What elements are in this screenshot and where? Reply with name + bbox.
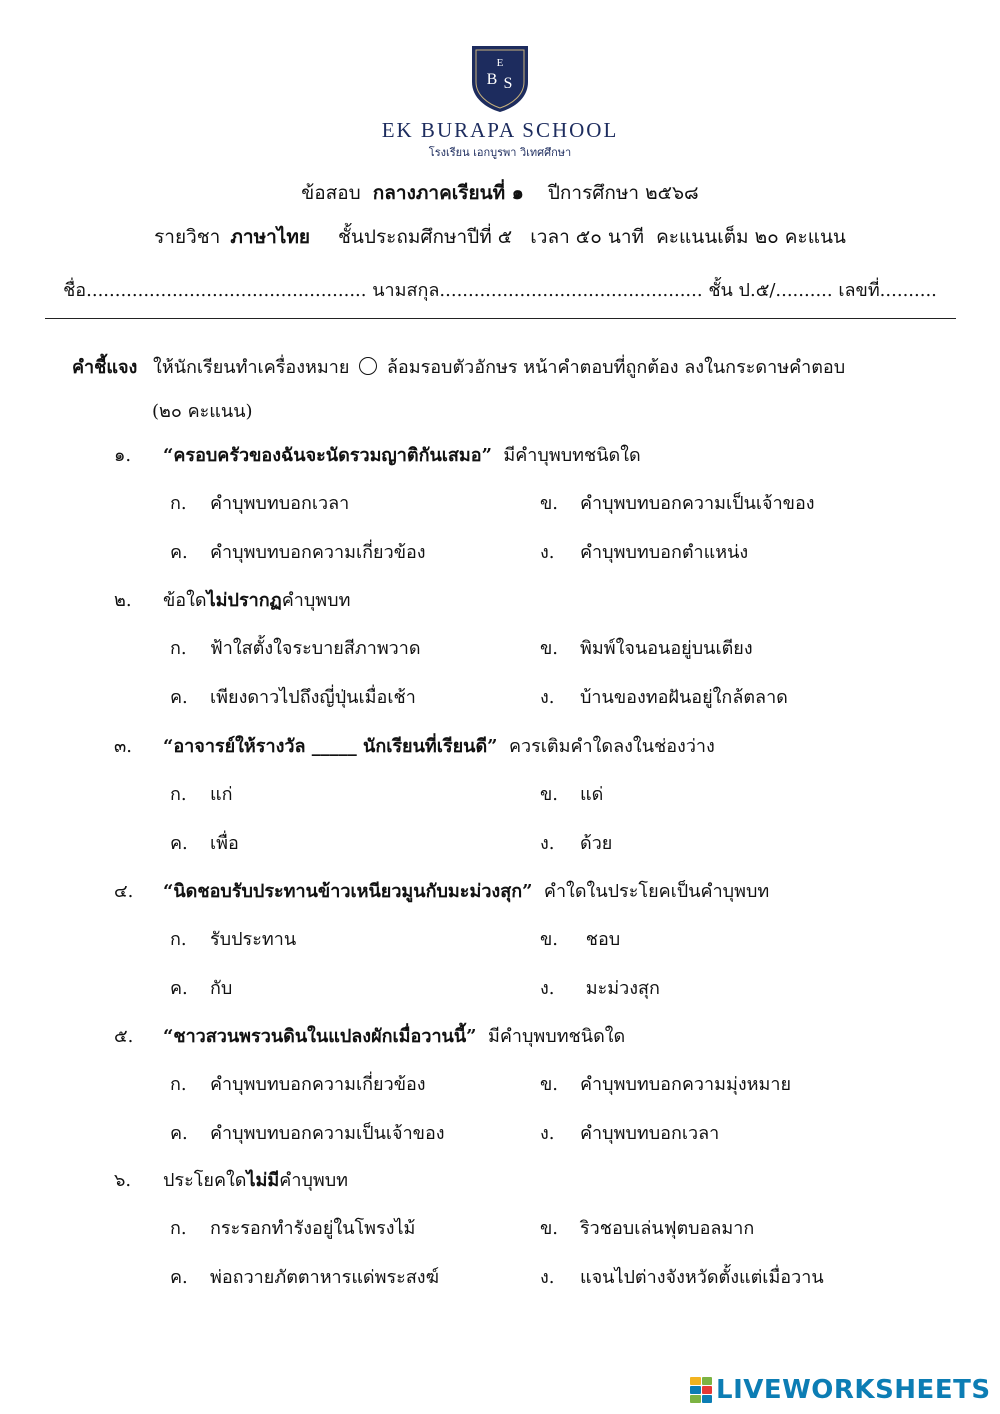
option-letter[interactable]: ก.	[170, 493, 187, 514]
school-subtitle: โรงเรียน เอกบูรพา วิเทศศึกษา	[428, 146, 572, 159]
instructions	[72, 352, 845, 381]
option-text[interactable]: กระรอกทำรังอยู่ในโพรงไม้	[210, 1218, 416, 1239]
option-letter[interactable]: ข.	[540, 493, 559, 514]
exam-title-line	[0, 178, 1000, 208]
question-number: ๔.	[114, 881, 134, 902]
option-text[interactable]: คำบุพบทบอกความเป็นเจ้าของ	[210, 1123, 445, 1144]
question-text-pre: ข้อใด	[163, 590, 207, 611]
question-text-post: มีคำบุพบทชนิดใด	[491, 445, 641, 466]
school-name: EK BURAPA SCHOOL	[381, 118, 619, 142]
option-text[interactable]: คำบุพบทบอกความมุ่งหมาย	[580, 1074, 792, 1095]
question-number: ๒.	[114, 590, 132, 611]
question-text	[163, 1021, 625, 1050]
option-letter[interactable]: ข.	[540, 784, 559, 805]
question-text-pre: ประโยคใด	[163, 1170, 247, 1191]
option-text[interactable]: พิมพ์ใจนอนอยู่บนเตียง	[580, 638, 753, 659]
option-text[interactable]: รับประทาน	[210, 929, 297, 950]
circle-mark-icon	[359, 357, 377, 375]
option-letter[interactable]: ง.	[540, 1123, 555, 1144]
option-text[interactable]: คำบุพบทบอกความเป็นเจ้าของ	[580, 493, 815, 514]
option-letter[interactable]: ค.	[170, 1123, 188, 1144]
option-letter[interactable]: ง.	[540, 1267, 555, 1288]
question-number: ๓.	[114, 736, 133, 757]
question-text	[163, 440, 641, 469]
option-letter[interactable]: ง.	[540, 978, 555, 999]
question-text	[163, 731, 715, 760]
question-text-post: มีคำบุพบทชนิดใด	[476, 1026, 626, 1047]
header-divider	[45, 318, 956, 319]
question-text-post: คำบุพบท	[279, 1170, 349, 1191]
question-text-bold: ไม่ปรากฏ	[206, 590, 282, 611]
option-letter[interactable]: ข.	[540, 1218, 559, 1239]
option-text[interactable]: คำบุพบทบอกความเกี่ยวข้อง	[210, 542, 426, 563]
subject-prefix: รายวิชา	[154, 226, 221, 248]
question-text-post: คำบุพบท	[281, 590, 351, 611]
option-letter[interactable]: ก.	[170, 1218, 187, 1239]
option-text[interactable]: เพียงดาวไปถึงญี่ปุ่นเมื่อเช้า	[210, 687, 416, 708]
question-text-post: ควรเติมคำใดลงในช่องว่าง	[497, 736, 715, 757]
option-text[interactable]: เพื่อ	[210, 833, 239, 854]
question-text-bold: “ครอบครัวของฉันจะนัดรวมญาติกันเสมอ”	[163, 445, 492, 466]
option-letter[interactable]: ข.	[540, 638, 559, 659]
option-text[interactable]: ฟ้าใสตั้งใจระบายสีภาพวาด	[210, 638, 421, 659]
student-info-fields: ชื่อ................................................. นามสกุล.............................................. ชั้น ป.๕/.......... เลขที่..........	[63, 280, 937, 301]
option-text[interactable]: คำบุพบทบอกเวลา	[580, 1123, 720, 1144]
option-text[interactable]: ด้วย	[580, 833, 613, 854]
option-letter[interactable]: ค.	[170, 978, 188, 999]
option-text[interactable]: บ้านของทอฝันอยู่ใกล้ตลาด	[580, 687, 788, 708]
option-letter[interactable]: ก.	[170, 1074, 187, 1095]
option-letter[interactable]: ค.	[170, 687, 188, 708]
question-number: ๕.	[114, 1026, 134, 1047]
instructions-text-before: ให้นักเรียนทำเครื่องหมาย	[153, 357, 350, 378]
option-text[interactable]: คำบุพบทบอกเวลา	[210, 493, 350, 514]
instructions-text-after: ล้อมรอบตัวอักษร หน้าคำตอบที่ถูกต้อง ลงในกระดาษคำตอบ	[386, 357, 846, 378]
question-text	[163, 1165, 348, 1194]
option-letter[interactable]: ก.	[170, 638, 187, 659]
option-text[interactable]: ชอบ	[580, 929, 621, 950]
option-letter[interactable]: ค.	[170, 833, 188, 854]
subject-name: ภาษาไทย	[230, 226, 310, 248]
option-text[interactable]: แด่	[580, 784, 604, 805]
liveworksheets-text: LIVEWORKSHEETS	[716, 1375, 991, 1405]
question-number: ๑.	[114, 445, 132, 466]
question-text-bold: “นิดชอบรับประทานข้าวเหนียวมูนกับมะม่วงสุก”	[163, 881, 533, 902]
question-text-post: คำใดในประโยคเป็นคำบุพบท	[532, 881, 770, 902]
option-text[interactable]: แก่	[210, 784, 233, 805]
option-text[interactable]: คำบุพบทบอกความเกี่ยวข้อง	[210, 1074, 426, 1095]
instructions-points: (๒๐ คะแนน)	[152, 401, 253, 422]
liveworksheets-watermark	[690, 1374, 991, 1406]
option-text[interactable]: มะม่วงสุก	[580, 978, 660, 999]
question-number: ๖.	[114, 1170, 132, 1191]
instructions-label: คำชี้แจง	[72, 357, 138, 378]
option-letter[interactable]: ก.	[170, 784, 187, 805]
academic-year: ปีการศึกษา ๒๕๖๘	[547, 182, 699, 204]
option-text[interactable]: ริวชอบเล่นฟุตบอลมาก	[580, 1218, 755, 1239]
school-crest-logo	[468, 42, 532, 114]
option-text[interactable]: กับ	[210, 978, 233, 999]
exam-prefix: ข้อสอบ	[301, 182, 361, 204]
crest-monogram-s: S	[503, 75, 513, 92]
question-text-bold: ไม่มี	[246, 1170, 280, 1191]
liveworksheets-logo-icon	[690, 1377, 712, 1403]
crest-monogram-e: E	[496, 57, 504, 69]
question-text-bold: “ชาวสวนพรวนดินในแปลงผักเมื่อวานนี้”	[163, 1026, 477, 1047]
exam-details: ชั้นประถมศึกษาปีที่ ๕ เวลา ๕๐ นาที คะแนนเต็ม ๒๐ คะแนน	[338, 226, 846, 248]
option-text[interactable]: พ่อถวายภัตตาหารแด่พระสงฆ์	[210, 1267, 439, 1288]
option-letter[interactable]: ค.	[170, 542, 188, 563]
option-text[interactable]: คำบุพบทบอกตำแหน่ง	[580, 542, 749, 563]
option-letter[interactable]: ข.	[540, 1074, 559, 1095]
question-text	[163, 585, 350, 614]
exam-title: กลางภาคเรียนที่ ๑	[372, 182, 524, 204]
option-letter[interactable]: ค.	[170, 1267, 188, 1288]
option-letter[interactable]: ข.	[540, 929, 559, 950]
crest-monogram-b: B	[486, 71, 498, 88]
question-text	[163, 876, 769, 905]
subject-line	[0, 222, 1000, 252]
option-letter[interactable]: ก.	[170, 929, 187, 950]
option-letter[interactable]: ง.	[540, 687, 555, 708]
option-letter[interactable]: ง.	[540, 833, 555, 854]
option-letter[interactable]: ง.	[540, 542, 555, 563]
question-text-bold: “อาจารย์ให้รางวัล _____ นักเรียนที่เรียนดี”	[163, 736, 498, 757]
option-text[interactable]: แจนไปต่างจังหวัดตั้งแต่เมื่อวาน	[580, 1267, 824, 1288]
